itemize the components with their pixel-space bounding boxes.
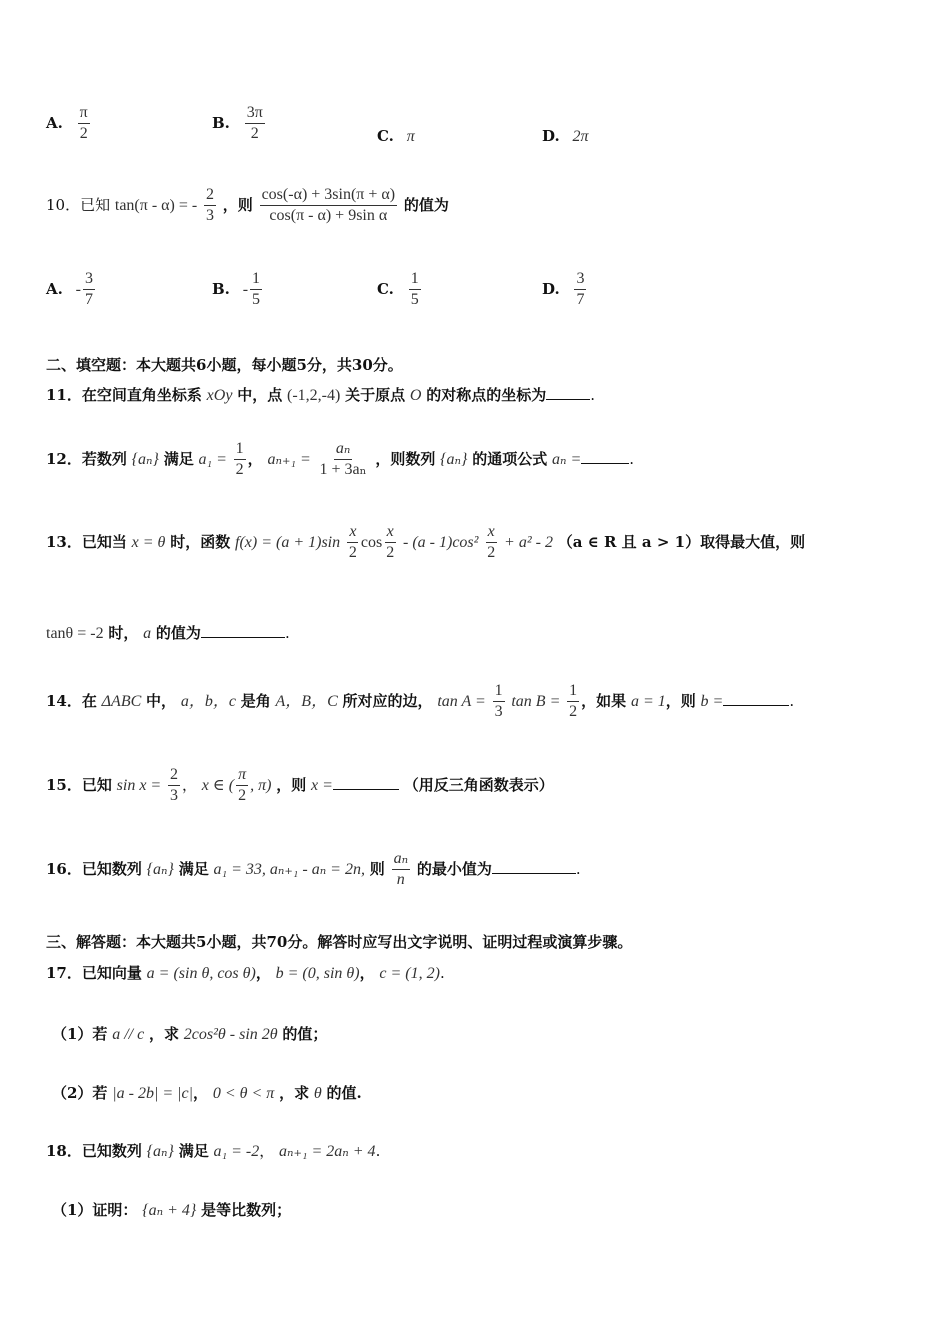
vector-c: c = (1, 2): [379, 965, 440, 982]
fraction-denominator: 5: [410, 291, 419, 309]
question-text: 中，: [146, 691, 177, 710]
math-expression: - (a - 1)cos²: [403, 533, 479, 551]
fraction-denominator: 5: [252, 291, 261, 309]
punctuation: .: [284, 624, 290, 642]
option-fraction: [78, 104, 90, 144]
option-sign: -: [75, 280, 81, 298]
question-text: 的对称点的坐标为: [426, 386, 547, 404]
punctuation: ，: [359, 964, 375, 982]
fraction-numerator: 3: [574, 270, 586, 290]
fraction-numerator: aₙ: [392, 850, 410, 870]
math-expression: xOy: [206, 387, 233, 404]
question-text: 的值；: [282, 1025, 328, 1043]
question-text: 中，点: [237, 386, 283, 404]
fraction-numerator: 1: [567, 682, 579, 702]
question-text: （a ∈ R 且 a > 1）取得最大值，则: [557, 532, 806, 551]
question-note: （用反三角函数表示）: [403, 775, 554, 794]
punctuation: ，: [193, 1084, 209, 1102]
math-expression: a₁ = 33, aₙ₊₁ - aₙ = 2n,: [213, 860, 365, 878]
question-text: 关于原点: [345, 386, 406, 404]
fraction-numerator: π: [236, 766, 248, 786]
option-label: C.: [377, 279, 394, 298]
math-expression: sin x =: [116, 776, 162, 794]
math-expression: |a - 2b| = |c|: [112, 1085, 194, 1102]
fraction-denominator: 7: [84, 291, 93, 309]
option-sign: -: [242, 280, 249, 298]
option-label: B.: [212, 279, 230, 298]
math-expression: a = 1: [630, 692, 666, 710]
fraction-numerator: aₙ: [334, 440, 352, 460]
math-expression: θ: [313, 1085, 322, 1102]
question-17-part-1: [52, 1023, 327, 1044]
question-prefix: 16．已知数列: [46, 859, 142, 878]
math-expression: a，b，c: [180, 692, 236, 710]
question-prefix: 10．已知: [46, 195, 111, 214]
math-expression: ΔABC: [101, 692, 142, 710]
question-text: ，则数列: [375, 449, 436, 468]
q9-option-a: [46, 104, 92, 144]
math-expression: b =: [700, 692, 724, 710]
question-text: 的最小值为: [416, 859, 492, 878]
question-18: 18．已知数列 {aₙ} 满足 a₁ = -2， aₙ₊₁ = 2aₙ + 4.: [46, 1142, 381, 1160]
math-expression: {aₙ}: [146, 1143, 174, 1160]
question-text: 是等比数列；: [201, 1201, 292, 1219]
punctuation: .: [439, 964, 445, 982]
math-expression: {aₙ}: [131, 450, 159, 468]
option-fraction: [409, 270, 421, 310]
fraction-denominator: 2: [238, 787, 247, 805]
fraction-denominator: cos(π - α) + 9sin α: [269, 207, 388, 225]
question-prefix: 12．若数列: [46, 449, 127, 468]
answer-blank[interactable]: [546, 398, 590, 400]
q9-option-b: [212, 104, 267, 144]
question-16: [46, 850, 581, 890]
question-text: ，则: [276, 775, 307, 794]
fraction-denominator: n: [396, 871, 405, 889]
punctuation: .: [789, 691, 795, 710]
option-label: C.: [377, 127, 394, 145]
question-text: 的值.: [326, 1084, 362, 1102]
given-fraction: [204, 186, 216, 226]
fraction-numerator: 1: [409, 270, 421, 290]
math-expression: O: [409, 387, 422, 404]
fraction-numerator: x: [486, 523, 497, 543]
fraction-numerator: 1: [234, 440, 246, 460]
fraction-denominator: 7: [576, 291, 585, 309]
math-fraction: [567, 682, 579, 722]
fraction-denominator: 2: [487, 544, 496, 562]
section-2-heading: 二、填空题：本大题共6小题，每小题5分，共30分。: [46, 356, 403, 374]
question-text: ，则: [665, 691, 696, 710]
option-label: D.: [542, 279, 560, 298]
option-value: π: [406, 128, 415, 145]
question-text: 时，: [108, 624, 139, 642]
math-expression: a // c: [112, 1026, 145, 1043]
answer-blank[interactable]: [581, 462, 629, 464]
question-12: [46, 440, 634, 480]
fraction-denominator: 2: [569, 703, 578, 721]
fraction-numerator: 1: [493, 682, 505, 702]
vector-b: b = (0, sin θ): [275, 965, 360, 982]
q10-option-a: [46, 270, 97, 310]
q10-option-c: [377, 270, 423, 310]
math-expression: aₙ₊₁ =: [267, 450, 311, 468]
fraction-denominator: 2: [79, 125, 88, 143]
question-14: [46, 682, 794, 722]
question-18-part-1: [52, 1199, 291, 1220]
question-text: 满足: [178, 1142, 209, 1160]
math-expression: {aₙ}: [146, 860, 174, 878]
answer-blank[interactable]: [723, 704, 789, 706]
math-fraction: [236, 766, 248, 806]
question-text: 的值为: [403, 195, 449, 214]
question-text: 满足: [163, 449, 194, 468]
math-expression: x =: [311, 776, 333, 794]
question-11: [46, 384, 595, 405]
question-17-part-2: [52, 1082, 362, 1103]
question-prefix: 17．已知向量: [46, 964, 142, 982]
question-prefix: 15．已知: [46, 775, 112, 794]
math-expression: (-1,2,-4): [287, 387, 341, 404]
math-expression: a₁ = -2: [213, 1143, 260, 1160]
question-text: ，如果: [581, 691, 627, 710]
question-10: [46, 186, 449, 226]
fraction-denominator: 2: [250, 125, 259, 143]
question-prefix: 11．在空间直角坐标系: [46, 386, 202, 404]
question-text: 是角: [240, 691, 271, 710]
question-text: 的通项公式: [472, 449, 548, 468]
math-fraction: [234, 440, 246, 480]
math-fraction: [168, 766, 180, 806]
question-17: [46, 962, 445, 983]
question-text: 的值为: [155, 624, 201, 642]
math-expression: tanθ = -2: [46, 625, 104, 642]
fraction-denominator: 3: [170, 787, 179, 805]
question-prefix: 18．已知数列: [46, 1142, 142, 1160]
option-value: 2π: [572, 128, 589, 145]
math-expression: A，B，C: [275, 692, 338, 710]
part-label: （1）证明：: [52, 1201, 138, 1219]
question-text: 所对应的边，: [342, 691, 433, 710]
math-expression: cos: [360, 533, 383, 551]
fraction-numerator: 2: [168, 766, 180, 786]
math-expression: {aₙ + 4}: [142, 1202, 197, 1219]
part-label: （1）若: [52, 1025, 108, 1043]
question-prefix: 13．已知当: [46, 532, 127, 551]
question-text: ，则: [222, 195, 253, 214]
option-fraction: [574, 270, 586, 310]
fraction-numerator: cos(-α) + 3sin(π + α): [260, 186, 398, 206]
option-label: B.: [212, 113, 230, 132]
answer-blank[interactable]: [492, 872, 576, 874]
math-expression: tan A =: [437, 692, 486, 710]
option-fraction: [83, 270, 95, 310]
punctuation: .: [629, 449, 635, 468]
math-expression: 0 < θ < π: [212, 1085, 275, 1102]
option-label: A.: [46, 279, 63, 298]
q10-option-d: [542, 270, 588, 310]
math-expression: aₙ₊₁ = 2aₙ + 4: [278, 1143, 376, 1160]
fraction-numerator: 3π: [245, 104, 265, 124]
option-fraction: [250, 270, 262, 310]
fraction-numerator: 2: [204, 186, 216, 206]
fraction-denominator: 1 + 3aₙ: [319, 461, 367, 479]
q9-option-c: [377, 127, 415, 146]
math-expression: x = θ: [131, 533, 166, 551]
punctuation: ，: [255, 964, 271, 982]
math-fraction: [347, 523, 359, 563]
punctuation: .: [590, 386, 596, 404]
target-expression: [260, 186, 398, 226]
math-expression: , π): [250, 776, 272, 794]
punctuation: ，: [247, 449, 263, 468]
math-expression: 2cos²θ - sin 2θ: [183, 1026, 278, 1043]
given-expression: tan(π - α) = -: [114, 196, 198, 214]
answer-blank[interactable]: [201, 636, 285, 638]
fraction-denominator: 2: [386, 544, 395, 562]
question-text: ，求: [149, 1025, 180, 1043]
q9-option-d: [542, 127, 589, 146]
option-fraction: [245, 104, 265, 144]
math-expression: a: [143, 625, 152, 642]
math-fraction: [493, 682, 505, 722]
fraction-denominator: 3: [206, 207, 214, 225]
math-expression: aₙ =: [552, 450, 582, 468]
math-expression: + a² - 2: [504, 533, 553, 551]
punctuation: .: [375, 1142, 381, 1160]
question-text: 满足: [178, 859, 209, 878]
answer-blank[interactable]: [333, 788, 399, 790]
math-fraction: [318, 440, 369, 480]
fraction-numerator: 3: [83, 270, 95, 290]
question-prefix: 14．在: [46, 691, 97, 710]
vector-a: a = (sin θ, cos θ): [146, 965, 256, 982]
math-fraction: [392, 850, 410, 890]
fraction-numerator: x: [385, 523, 396, 543]
fraction-numerator: π: [78, 104, 90, 124]
math-fraction: [384, 523, 396, 563]
fraction-denominator: 3: [494, 703, 503, 721]
q10-option-b: [212, 270, 264, 310]
fraction-denominator: 2: [348, 544, 357, 562]
math-fraction: [485, 523, 497, 563]
math-expression: a₁ =: [198, 450, 227, 468]
part-label: （2）若: [52, 1084, 108, 1102]
fraction-numerator: x: [347, 523, 358, 543]
fraction-numerator: 1: [250, 270, 262, 290]
fraction-denominator: 2: [235, 461, 244, 479]
section-3-heading: 三、解答题：本大题共5小题，共70分。解答时应写出文字说明、证明过程或演算步骤。: [46, 933, 633, 951]
math-expression: {aₙ}: [440, 450, 468, 468]
question-text: 时，函数: [170, 532, 231, 551]
math-expression: x ∈ (: [201, 776, 235, 794]
punctuation: .: [575, 859, 581, 878]
question-15: 15．已知 sin x = $\frac{2}{3}$ ， x ∈ ( $\frac{\pi}{2}$ , π) ，则 x = （用反三角函数表示）: [46, 766, 554, 805]
question-13-continued: [46, 622, 290, 643]
math-expression: tan B =: [511, 692, 561, 710]
option-label: D.: [542, 127, 560, 145]
question-text: 则: [369, 859, 385, 878]
question-13: [46, 523, 805, 563]
option-label: A.: [46, 113, 63, 132]
question-text: ，求: [279, 1084, 310, 1102]
math-expression: f(x) = (a + 1)sin: [235, 533, 341, 551]
